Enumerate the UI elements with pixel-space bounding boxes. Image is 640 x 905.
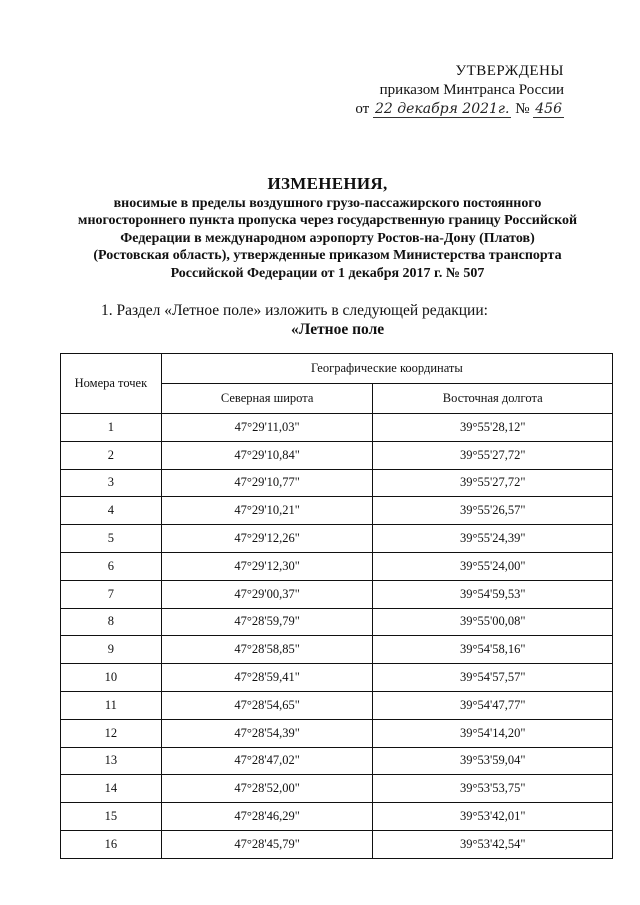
approval-order-line: приказом Минтранса России: [379, 82, 564, 98]
table-row: [61, 469, 613, 497]
point-number-cell: 14: [61, 775, 162, 803]
point-number-cell: 1: [61, 414, 162, 442]
heading-line: Федерации в международном аэропорту Ростов-на-Дону (Платов): [120, 230, 535, 246]
point-number-cell: 11: [61, 691, 162, 719]
longitude-cell: 39°55'24,39": [373, 525, 613, 553]
table-row: [61, 747, 613, 775]
longitude-cell: 39°54'58,16": [373, 636, 613, 664]
latitude-cell: 47°29'11,03": [161, 414, 373, 442]
longitude-cell: 39°53'59,04": [373, 747, 613, 775]
header-geo-coordinates: Географические координаты: [161, 354, 612, 384]
header-latitude: Северная широта: [161, 384, 373, 414]
table-row: [61, 580, 613, 608]
table-row: [61, 525, 613, 553]
point-number-cell: 16: [61, 830, 162, 858]
latitude-cell: 47°28'59,41": [161, 664, 373, 692]
document-heading: [40, 175, 615, 283]
heading-title: ИЗМЕНЕНИЯ,: [267, 174, 388, 193]
handwritten-number: 456: [535, 101, 562, 117]
point-number-cell: 9: [61, 636, 162, 664]
section-intro: 1. Раздел «Летное поле» изложить в следующей редакции:: [101, 302, 488, 319]
table-row: [61, 441, 613, 469]
longitude-cell: 39°55'24,00": [373, 552, 613, 580]
latitude-cell: 47°28'58,85": [161, 636, 373, 664]
date-prefix: от: [355, 101, 370, 117]
header-point-numbers: Номера точек: [61, 354, 162, 414]
section-title: «Летное поле: [291, 321, 385, 338]
table-body: [61, 414, 613, 859]
table-row: [61, 830, 613, 858]
table-row: [61, 552, 613, 580]
approval-date-line: [355, 100, 564, 119]
longitude-cell: 39°54'47,77": [373, 691, 613, 719]
longitude-cell: 39°53'42,54": [373, 830, 613, 858]
point-number-cell: 3: [61, 469, 162, 497]
point-number-cell: 6: [61, 552, 162, 580]
point-number-cell: 12: [61, 719, 162, 747]
latitude-cell: 47°28'54,65": [161, 691, 373, 719]
latitude-cell: 47°29'00,37": [161, 580, 373, 608]
longitude-cell: 39°55'00,08": [373, 608, 613, 636]
table-row: [61, 719, 613, 747]
latitude-cell: 47°28'59,79": [161, 608, 373, 636]
heading-line: вносимые в пределы воздушного грузо-пассажирского постоянного: [113, 195, 542, 211]
longitude-cell: 39°54'59,53": [373, 580, 613, 608]
latitude-cell: 47°28'46,29": [161, 803, 373, 831]
point-number-cell: 13: [61, 747, 162, 775]
number-prefix: №: [515, 101, 530, 117]
table-row: [61, 636, 613, 664]
coordinates-table: [60, 353, 613, 859]
point-number-cell: 5: [61, 525, 162, 553]
latitude-cell: 47°29'12,26": [161, 525, 373, 553]
longitude-cell: 39°55'27,72": [373, 469, 613, 497]
table-row: [61, 691, 613, 719]
latitude-cell: 47°28'47,02": [161, 747, 373, 775]
longitude-cell: 39°55'27,72": [373, 441, 613, 469]
point-number-cell: 8: [61, 608, 162, 636]
latitude-cell: 47°28'52,00": [161, 775, 373, 803]
table-row: [61, 775, 613, 803]
longitude-cell: 39°54'57,57": [373, 664, 613, 692]
header-longitude: Восточная долгота: [373, 384, 613, 414]
latitude-cell: 47°29'12,30": [161, 552, 373, 580]
latitude-cell: 47°29'10,84": [161, 441, 373, 469]
table-row: [61, 664, 613, 692]
table-header-row: [61, 354, 613, 384]
heading-line: многостороннего пункта пропуска через государственную границу Российской: [77, 213, 578, 229]
heading-line: Российской Федерации от 1 декабря 2017 г. № 507: [170, 265, 485, 281]
point-number-cell: 10: [61, 664, 162, 692]
latitude-cell: 47°28'45,79": [161, 830, 373, 858]
approval-stamp: [355, 62, 564, 119]
point-number-cell: 4: [61, 497, 162, 525]
heading-line: (Ростовская область), утвержденные приказом Министерства транспорта: [93, 248, 562, 264]
handwritten-date: 22 декабря 2021г.: [374, 101, 510, 117]
point-number-cell: 15: [61, 803, 162, 831]
table-row: [61, 497, 613, 525]
table-row: [61, 608, 613, 636]
latitude-cell: 47°29'10,21": [161, 497, 373, 525]
approval-title: УТВЕРЖДЕНЫ: [455, 63, 564, 79]
longitude-cell: 39°53'53,75": [373, 775, 613, 803]
longitude-cell: 39°55'28,12": [373, 414, 613, 442]
longitude-cell: 39°54'14,20": [373, 719, 613, 747]
table-row: [61, 803, 613, 831]
point-number-cell: 7: [61, 580, 162, 608]
point-number-cell: 2: [61, 441, 162, 469]
longitude-cell: 39°53'42,01": [373, 803, 613, 831]
longitude-cell: 39°55'26,57": [373, 497, 613, 525]
latitude-cell: 47°28'54,39": [161, 719, 373, 747]
table-row: [61, 414, 613, 442]
latitude-cell: 47°29'10,77": [161, 469, 373, 497]
